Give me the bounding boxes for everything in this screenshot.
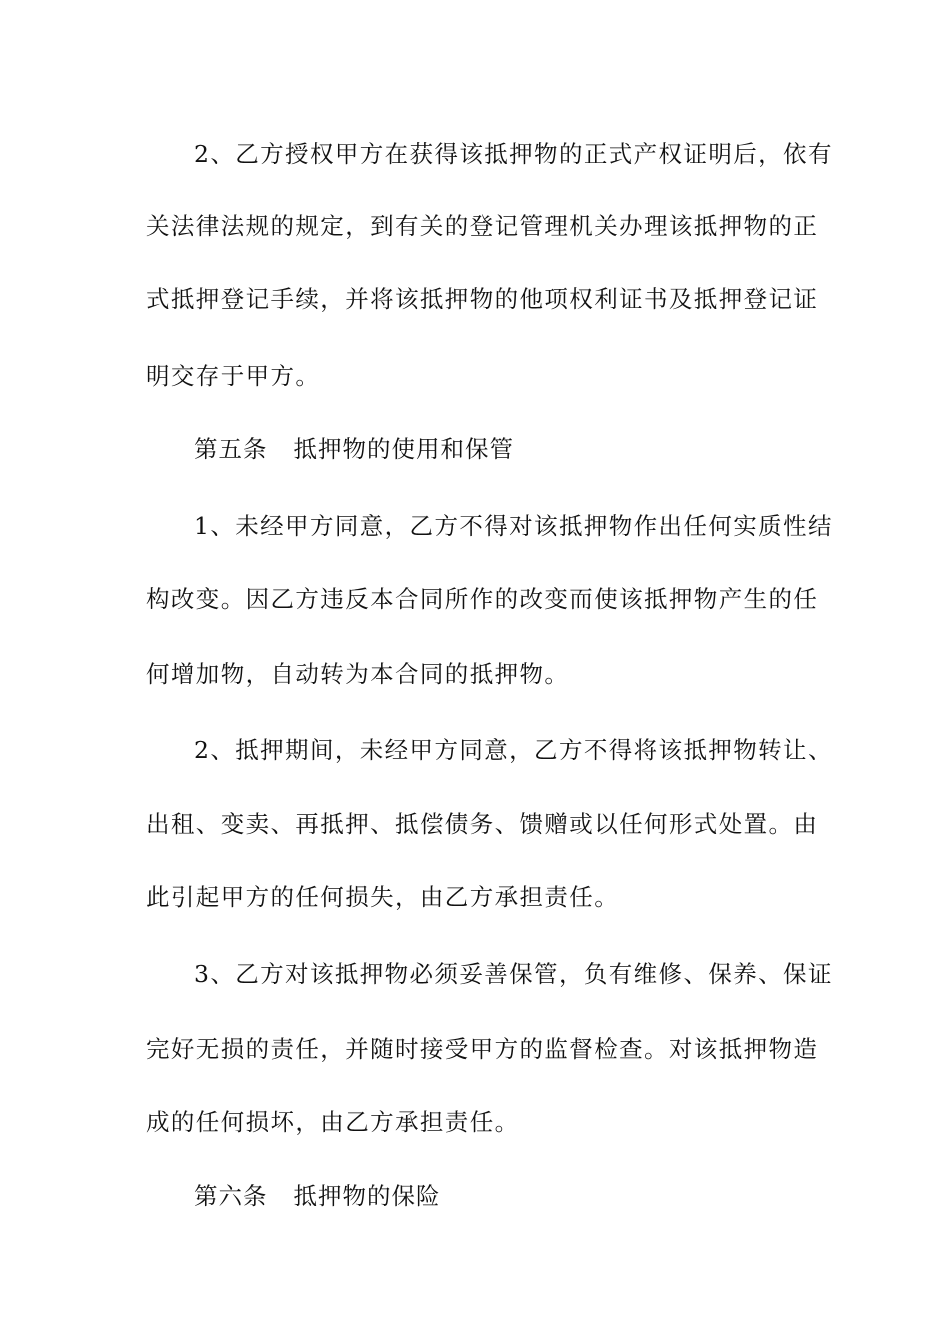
paragraph-line: 成的任何损坏，由乙方承担责任。: [146, 1108, 520, 1136]
paragraph-line: 构改变。因乙方违反本合同所作的改变而使该抵押物产生的任: [146, 585, 819, 613]
paragraph-line: 关法律法规的规定，到有关的登记管理机关办理该抵押物的正: [146, 212, 819, 240]
article-number: 第六条: [194, 1182, 268, 1210]
paragraph-line: 明交存于甲方。: [146, 362, 321, 390]
paragraph-line: 出租、变卖、再抵押、抵偿债务、馈赠或以任何形式处置。由: [146, 810, 819, 838]
paragraph-line: 式抵押登记手续，并将该抵押物的他项权利证书及抵押登记证: [146, 285, 819, 313]
paragraph-line: 2、抵押期间，未经甲方同意，乙方不得将该抵押物转让、: [194, 736, 833, 764]
article-heading-5: [194, 433, 806, 465]
paragraph-line: 完好无损的责任，并随时接受甲方的监督检查。对该抵押物造: [146, 1035, 819, 1063]
paragraph-line: 此引起甲方的任何损失，由乙方承担责任。: [146, 883, 620, 911]
paragraph-line: 3、乙方对该抵押物必须妥善保管，负有维修、保养、保证: [194, 960, 833, 988]
article-number: 第五条: [194, 435, 268, 463]
article-title: 抵押物的保险: [293, 1182, 441, 1210]
article-heading-6: [194, 1180, 806, 1212]
paragraph-line: 何增加物，自动转为本合同的抵押物。: [146, 660, 570, 688]
paragraph-line: 2、乙方授权甲方在获得该抵押物的正式产权证明后，依有: [194, 140, 833, 168]
paragraph-line: 1、未经甲方同意，乙方不得对该抵押物作出任何实质性结: [194, 512, 833, 540]
article-title: 抵押物的使用和保管: [293, 435, 514, 463]
